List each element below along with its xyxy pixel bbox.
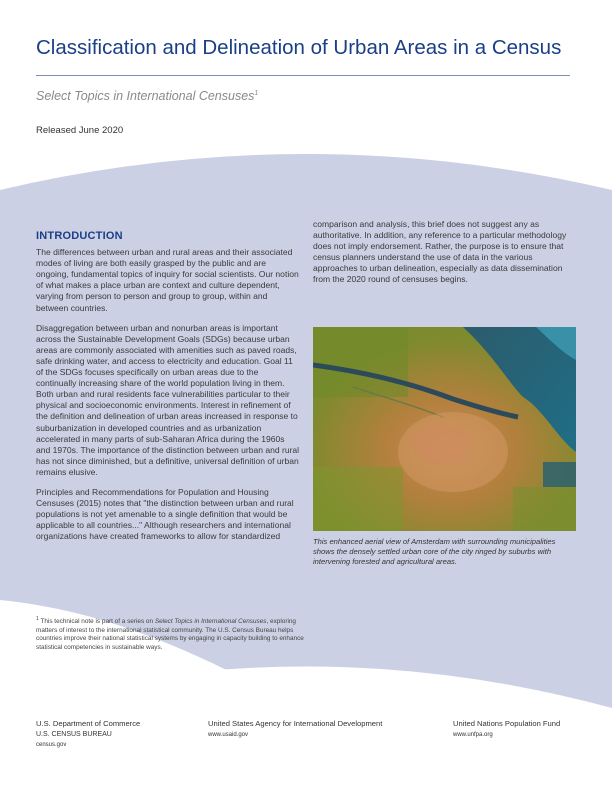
- footnote-text-pre: This technical note is part of a series on: [38, 618, 155, 626]
- image-caption: This enhanced aerial view of Amsterdam with surrounding municipalities shows the densely settled urban core of the city ringed by suburbs with intervening forested and agricultural areas.: [313, 537, 556, 566]
- footer-unfpa-name: United Nations Population Fund: [453, 719, 561, 728]
- release-date: Released June 2020: [36, 125, 124, 136]
- intro-paragraph-1: The differences between urban and rural areas and their associated modes of living are both easily grasped by the public and are ongoing, fundamental topics of inquiry for social scientists. Our notion of what makes a place urban are context and culture dependent, varying from person to person and group to group, within and between countries.: [36, 247, 299, 313]
- footer-census-bureau: U.S. CENSUS BUREAU: [36, 731, 112, 738]
- footer-unfpa: [453, 718, 560, 740]
- footnote: [36, 615, 306, 653]
- title-rule: [36, 75, 570, 76]
- subtitle-footnote-mark: 1: [254, 89, 259, 97]
- series-subtitle: [36, 89, 258, 103]
- intro-paragraph-2: Disaggregation between urban and nonurban areas is important across the Sustainable Development Goals (SDGs) because urban areas are commonly associated with amenities such as paved roads, safe drinking water, and access to electricity and education. Goal 11 of the SDGs focuses specifically on urban areas due to the continually increasing share of the world population living in them. Both urban and rural residents face vulnerabilities particular to their physical and socioeconomic environments. Interest in refinement of the definition and delineation of urban areas increased in response to suburbanization in developed countries and as urbanization accelerated in many parts of sub-Saharan Africa during the 1960s and 1970s. The importance of the distinction between urban and rural has not since diminished, but a definitive, universal definition of urban remains elusive.: [36, 322, 300, 477]
- introduction-heading: INTRODUCTION: [36, 230, 123, 242]
- footer-unfpa-url[interactable]: www.unfpa.org: [453, 732, 493, 738]
- continuation-paragraph: comparison and analysis, this brief does not suggest any as authoritative. In addition, any reference to a particular methodology does not imply endorsement. Rather, the purpose is to ensure that census planners understand the use of data in the various approaches to urban delineation, especially as data dissemination from the 2020 round of censuses begins.: [313, 219, 567, 285]
- column-right: [313, 219, 577, 295]
- footer-usaid-url[interactable]: www.usaid.gov: [208, 732, 249, 738]
- intro-paragraph-3: Principles and Recommendations for Population and Housing Censuses (2015) notes that "the distinction between urban and rural populations is not yet amenable to a single definition that would be applicable to all countries..." Although researchers and international organizations have created frameworks to allow for standardized: [36, 486, 294, 542]
- footer-usaid-name: United States Agency for International Development: [208, 719, 383, 728]
- footer-usaid: [208, 718, 382, 740]
- amsterdam-aerial-image: [313, 327, 576, 531]
- footer-commerce-name: U.S. Department of Commerce: [36, 719, 141, 728]
- footnote-text-post: , exploring matters of interest to the international statistical community. The U.S. Census Bureau helps countries improve their national statistical systems by engaging in capacity building to enhance statistical competencies in sustainable ways.: [36, 618, 304, 651]
- footer-commerce: [36, 718, 140, 750]
- footnote-mark: 1: [36, 616, 39, 622]
- footer-census-url[interactable]: census.gov: [36, 742, 67, 748]
- column-left: [36, 231, 300, 551]
- subtitle-text: Select Topics in International Censuses: [36, 89, 255, 103]
- page-title: Classification and Delineation of Urban Areas in a Census: [36, 36, 562, 59]
- footnote-series-name: Select Topics in International Censuses: [154, 618, 267, 626]
